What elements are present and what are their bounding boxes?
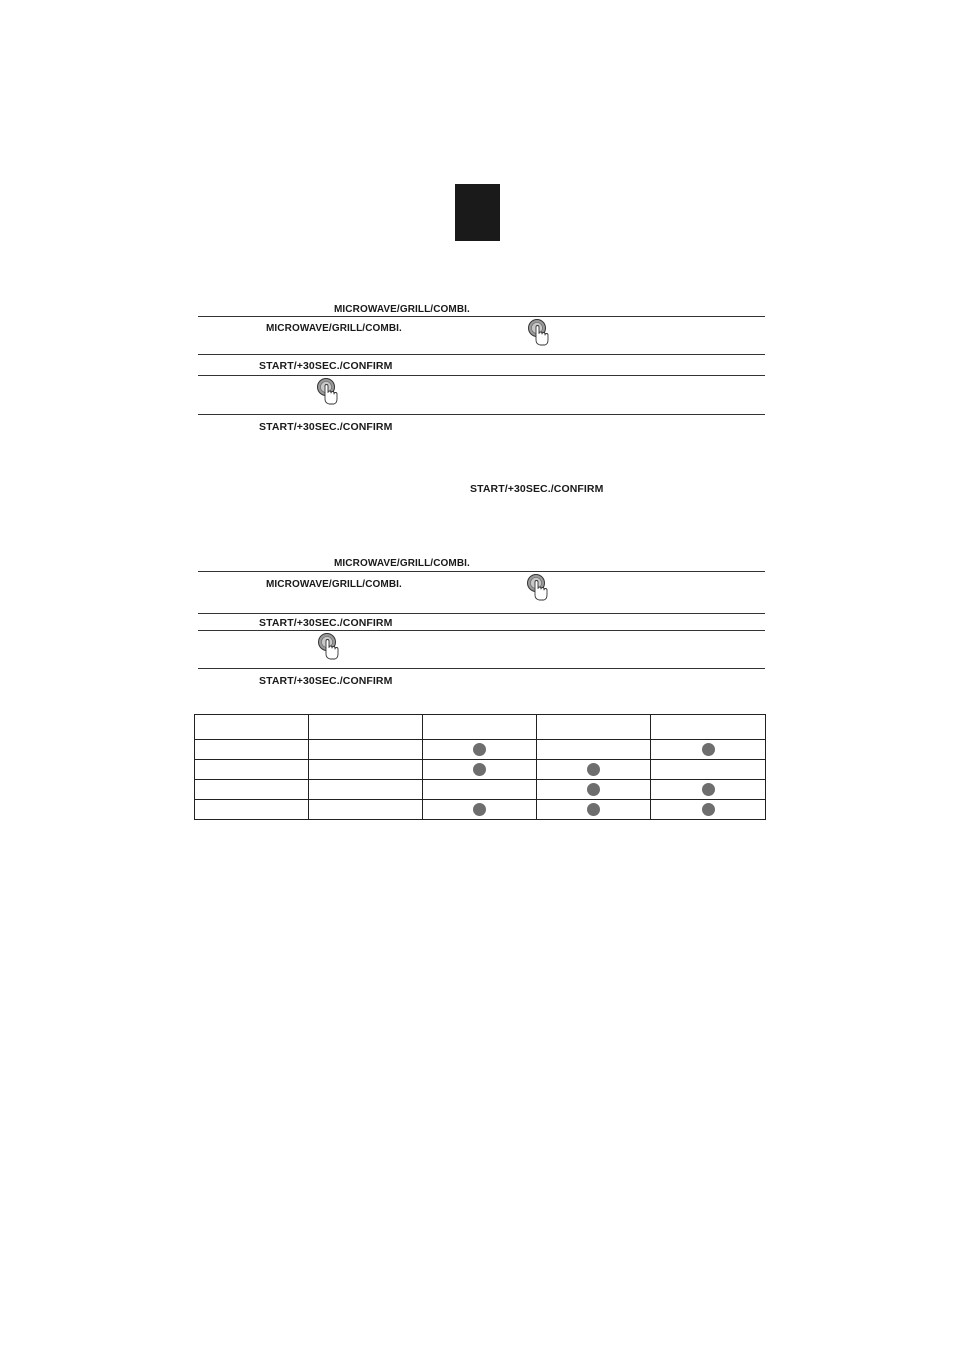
table-cell [195,780,309,800]
section2-header-key: MICROWAVE/GRILL/COMBI. [334,558,470,569]
divider [198,414,765,415]
dial-knob-hand-icon [526,573,550,603]
table-row [195,780,766,800]
table-cell [537,760,651,780]
filled-circle-marker [702,783,715,796]
dial-knob-hand-icon [527,318,551,348]
dial-knob-hand-icon [317,632,341,662]
table-cell [423,800,537,820]
table-cell [537,780,651,800]
table-cell [651,760,766,780]
table-cell [651,780,766,800]
table-header-cell [309,715,423,740]
table-header-cell [537,715,651,740]
mode-table [194,714,766,820]
table-cell [309,760,423,780]
section2-step1-key: MICROWAVE/GRILL/COMBI. [266,579,402,590]
table-cell [537,740,651,760]
table-cell [651,800,766,820]
section1-header-key: MICROWAVE/GRILL/COMBI. [334,304,470,315]
divider [198,668,765,669]
section2-step2-key: START/+30SEC./CONFIRM [259,617,393,629]
table-cell [195,760,309,780]
table-header-cell [651,715,766,740]
filled-circle-marker [473,743,486,756]
section1-note-key: START/+30SEC./CONFIRM [470,483,604,495]
table-cell [195,800,309,820]
table-row [195,740,766,760]
dial-knob-hand-icon [316,377,340,407]
filled-circle-marker [473,803,486,816]
filled-circle-marker [587,763,600,776]
table-cell [423,780,537,800]
table-cell [195,740,309,760]
table-header-cell [195,715,309,740]
divider [198,630,765,631]
filled-circle-marker [702,743,715,756]
divider [198,354,765,355]
dial-knob-hand-icon [526,573,550,603]
filled-circle-marker [587,783,600,796]
filled-circle-marker [702,803,715,816]
dial-knob-hand-icon [316,377,340,407]
dial-knob-hand-icon [527,318,551,348]
divider [198,375,765,376]
table-row [195,760,766,780]
section2-step4-key: START/+30SEC./CONFIRM [259,675,393,687]
table-cell [423,740,537,760]
divider [198,571,765,572]
divider [198,316,765,317]
filled-circle-marker [587,803,600,816]
table-cell [309,780,423,800]
language-tab-marker [455,184,500,241]
section1-step1-key: MICROWAVE/GRILL/COMBI. [266,323,402,334]
section1-step4-key: START/+30SEC./CONFIRM [259,421,393,433]
table-cell [309,800,423,820]
table-cell [423,760,537,780]
table-row [195,800,766,820]
table-cell [309,740,423,760]
section1-step2-key: START/+30SEC./CONFIRM [259,360,393,372]
table-cell [651,740,766,760]
dial-knob-hand-icon [317,632,341,662]
table-cell [537,800,651,820]
table-header-cell [423,715,537,740]
divider [198,613,765,614]
filled-circle-marker [473,763,486,776]
